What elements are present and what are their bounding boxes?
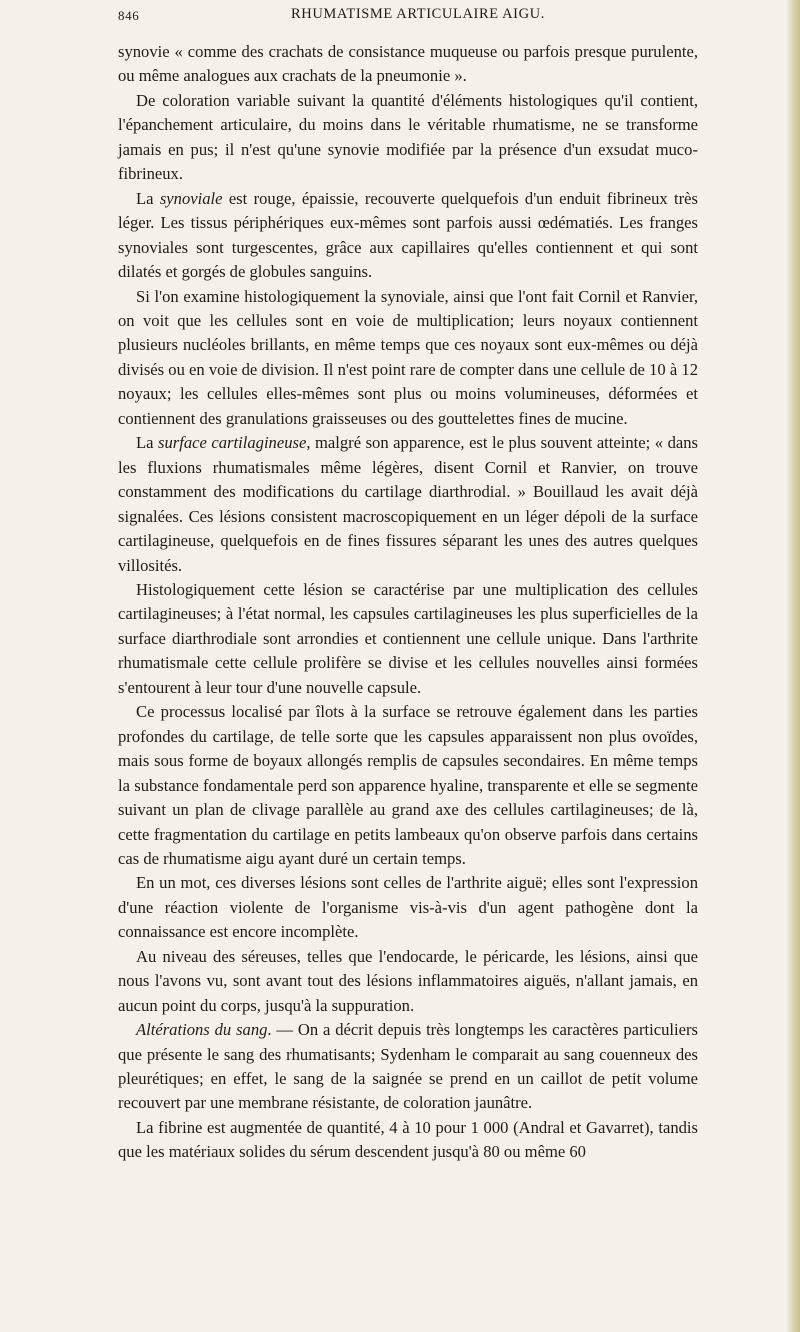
body-text	[118, 40, 698, 1165]
page-number: 846	[118, 8, 140, 23]
italic-term: synoviale	[159, 188, 223, 208]
paragraph	[118, 40, 698, 89]
paragraph-text: synovie « comme des crachats de consistance muqueuse ou parfois presque purulente, ou même analogues aux crachats de la pneumonie ».	[118, 42, 698, 86]
paragraph-text: En un mot, ces diverses lésions sont celles de l'arthrite aiguë; elles sont l'expression d'une réaction violente de l'organisme vis-à-vis d'un agent pathogène dont la connaissance est encore incomplète.	[118, 873, 698, 942]
paragraph-text: Si l'on examine histologiquement la synoviale, ainsi que l'ont fait Cornil et Ranvier, on voit que les cellules sont en voie de multiplication; leurs noyaux contiennent plusieurs nucléoles brillants, en même temps que ces noyaux sont eux-mêmes ou déjà divisés ou en voie de division. Il n'est point rare de compter dans une cellule de 10 à 12 noyaux; les cellules elles-mêmes sont plus ou moins volumineuses, déformées et contiennent des granulations graisseuses ou des gouttelettes fines de mucine.	[118, 286, 698, 428]
paragraph-text: . — On a décrit depuis très longtemps les caractères particuliers que présente le sang des rhumatisants; Sydenham le comparait au sang couenneux des pleurétiques; en effet, le sang de la saignée se prend en un caillot de petit volume recouvert par une membrane résistante, de coloration jaunâtre.	[118, 1020, 698, 1113]
paragraph	[118, 1116, 698, 1165]
running-title: RHUMATISME ARTICULAIRE AIGU.	[291, 6, 545, 22]
paragraph-text: Ce processus localisé par îlots à la surface se retrouve également dans les parties profondes du cartilage, de telle sorte que les capsules apparaissent non plus ovoïdes, mais sous forme de boyaux allongés remplis de capsules secondaires. En même temps la substance fondamentale perd son apparence hyaline, transparente et elle se segmente suivant un plan de clivage parallèle au grand axe des cellules cartilagineuses; de là, cette fragmentation du cartilage en petits lambeaux qu'on observe parfois dans certains cas de rhumatisme aigu ayant duré un certain temps.	[118, 702, 698, 868]
paragraph	[118, 578, 698, 700]
paragraph	[118, 700, 698, 871]
paragraph	[118, 89, 698, 187]
paragraph-text: La fibrine est augmentée de quantité, 4 à 10 pour 1 000 (Andral et Gavarret), tandis que les matériaux solides du sérum descendent jusqu'à 80 ou même 60	[118, 1117, 698, 1162]
paragraph	[118, 945, 698, 1018]
paragraph-text: est rouge, épaissie, recouverte quelquefois d'un enduit fibrineux très léger. Les tissus périphériques eux-mêmes sont parfois aussi œdématiés. Les franges synoviales sont turgescentes, grâce aux capillaires qu'elles contiennent et qui sont dilatés et gorgés de globules sanguins.	[118, 188, 698, 282]
page-edge-shadow	[786, 0, 800, 1332]
paragraph	[118, 871, 698, 944]
paragraph-lead: La	[136, 188, 160, 208]
paragraph	[118, 1018, 698, 1116]
page-header	[118, 6, 698, 28]
paragraph-text: Au niveau des séreuses, telles que l'endocarde, le péricarde, les lésions, ainsi que nous l'avons vu, sont avant tout des lésions inflammatoires aiguës, n'allant jamais, en aucun point du corps, jusqu'à la suppuration.	[118, 946, 698, 1015]
paragraph-text: Histologiquement cette lésion se caractérise par une multiplication des cellules cartilagineuses; à l'état normal, les capsules cartilagineuses les plus superficielles de la surface diarthrodiale sont arrondies et contiennent une cellule unique. Dans l'arthrite rhumatismale cette cellule prolifère se divise et les cellules nouvelles ainsi formées s'entourent à leur tour d'une nouvelle capsule.	[118, 579, 698, 697]
paragraph-text: , malgré son apparence, est le plus souvent atteinte; « dans les fluxions rhumatismales même légères, disent Cornil et Ranvier, on trouve constamment des modifications du cartilage diarthrodial. » Bouillaud les avait déjà signalées. Ces lésions consistent macroscopiquement en un léger dépoli de la surface cartilagineuse, quelquefois en de fines fissures séparant les unes des autres quelques villosités.	[118, 433, 699, 575]
paragraph-lead: La	[136, 433, 159, 453]
paragraph-text: De coloration variable suivant la quantité d'éléments histologiques qu'il contient, l'épanchement articulaire, du moins dans le véritable rhumatisme, ne se transforme jamais en pus; il n'est qu'une synovie modifiée par la présence d'un exsudat muco-fibrineux.	[118, 90, 698, 184]
paragraph	[118, 187, 698, 285]
paragraph	[118, 285, 698, 432]
italic-term: surface cartilagineuse	[158, 433, 307, 453]
paragraph	[118, 431, 698, 578]
italic-heading: Altérations du sang	[136, 1020, 268, 1040]
